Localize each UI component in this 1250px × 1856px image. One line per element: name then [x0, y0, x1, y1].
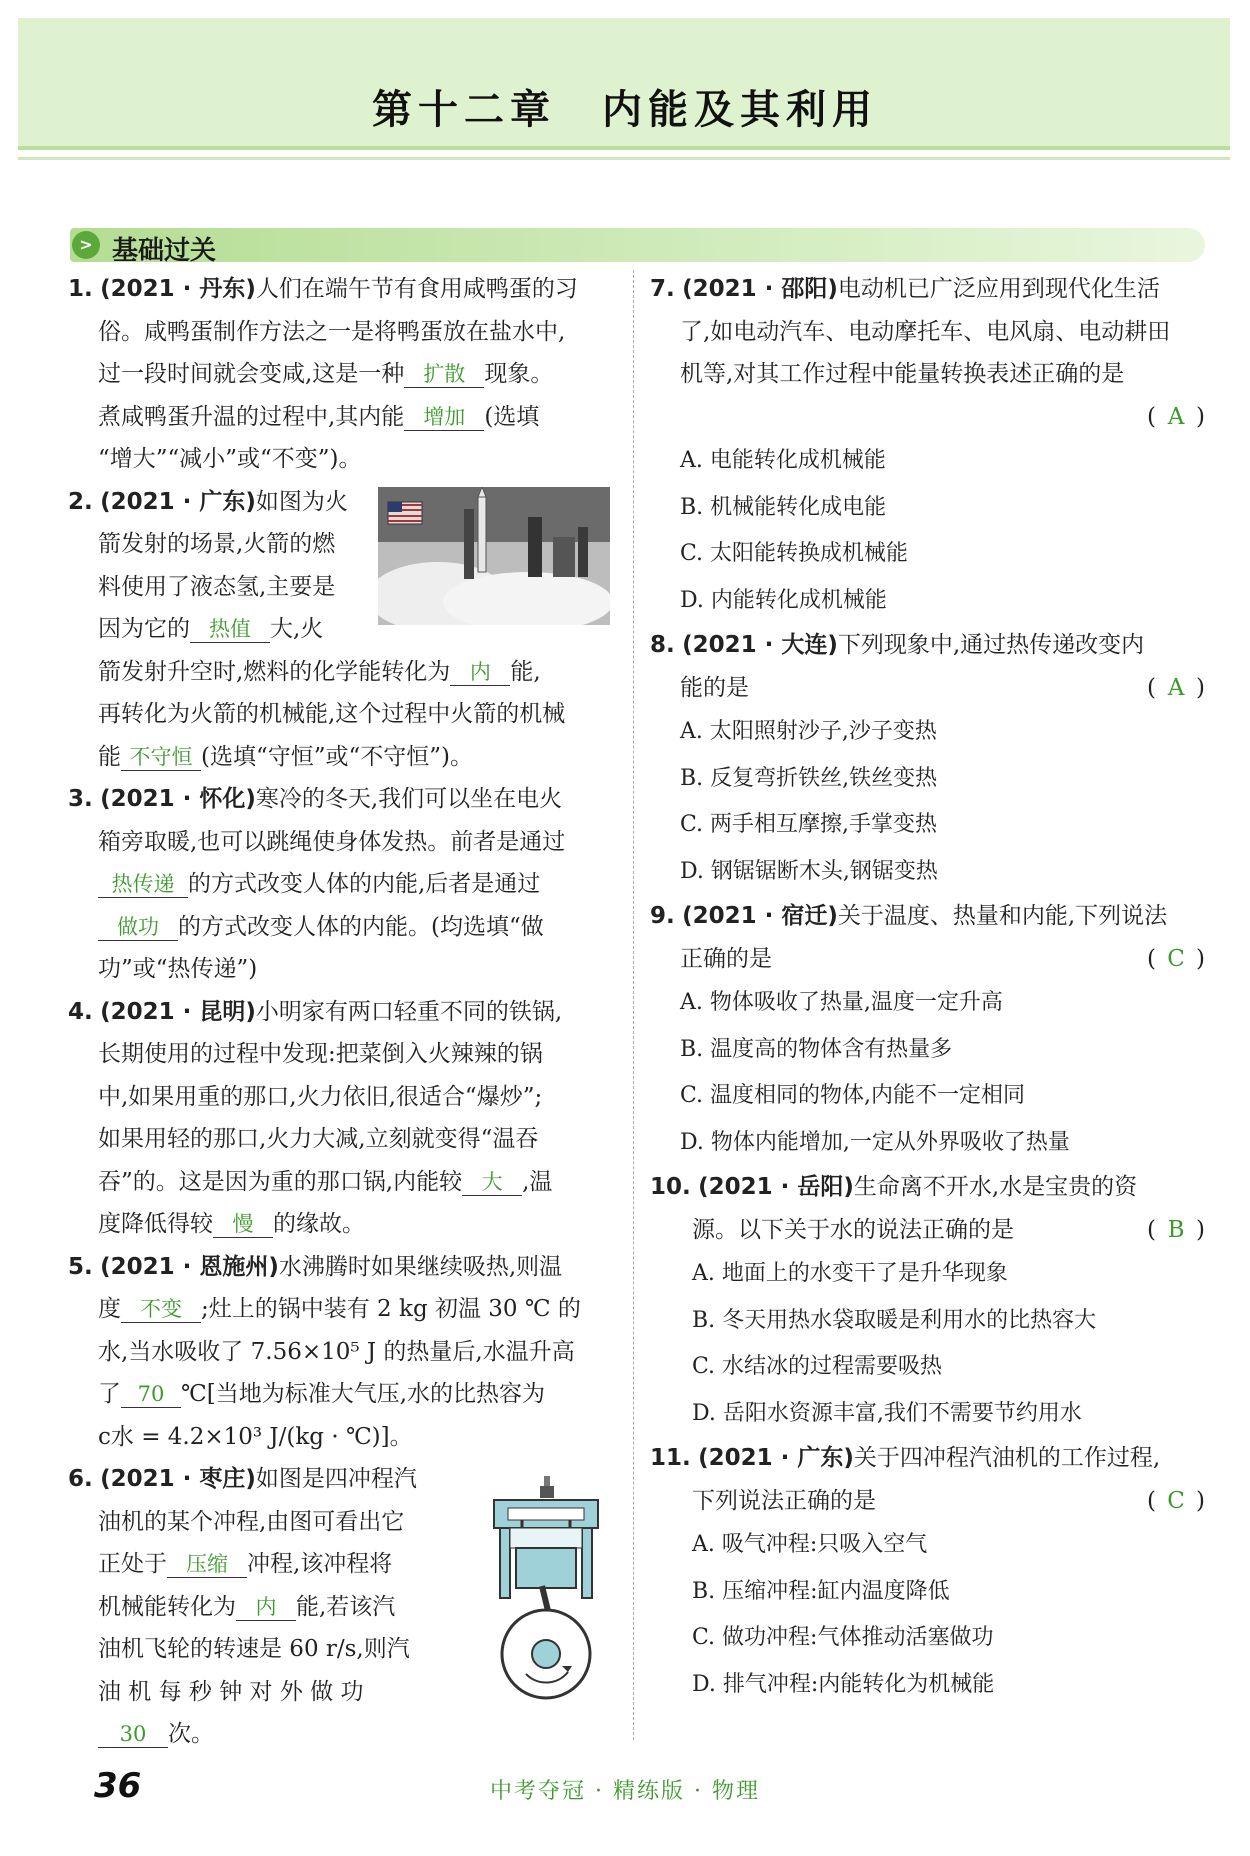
question-text: 正确的是: [680, 945, 772, 972]
question-text: 能,: [510, 658, 541, 685]
question-number: 6.: [68, 1466, 93, 1492]
question-text: 生命离不开水,水是宝贵的资: [853, 1174, 1138, 1200]
question-text: 正处于: [98, 1551, 167, 1577]
answer-blank: 做功: [98, 914, 178, 941]
question-text: 冲程,该冲程将: [247, 1551, 393, 1577]
question-10: [650, 1166, 1205, 1437]
option-a: A. 太阳照射沙子,沙子变热: [680, 719, 937, 744]
question-text: 机械能转化为: [98, 1593, 236, 1620]
option-d: D. 岳阳水资源丰富,我们不需要节约用水: [692, 1400, 1082, 1426]
option-d: D. 钢锯锯断木头,钢锯变热: [680, 858, 938, 884]
question-text: 度降低得较: [98, 1211, 213, 1237]
question-text: 下列现象中,通过热传递改变内: [837, 632, 1145, 658]
answer-bracket: [1147, 1209, 1205, 1252]
engine-cylinder-diagram: [486, 1474, 606, 1724]
question-text: 油机飞轮的转速是 60 r/s,则汽: [98, 1636, 410, 1662]
question-9: [650, 895, 1205, 1166]
question-text: 箭发射的场景,火箭的燃: [98, 531, 336, 557]
question-text: 关于四冲程汽油机的工作过程,: [853, 1445, 1161, 1471]
question-text: 度: [98, 1296, 121, 1322]
question-text: 机等,对其工作过程中能量转换表述正确的是: [680, 361, 1125, 387]
question-number: 3.: [68, 786, 93, 812]
question-text: 的方式改变人体的内能。(均选填“做: [178, 913, 544, 940]
question-text: (选填“守恒”或“不守恒”)。: [201, 743, 473, 770]
question-7: [650, 268, 1205, 624]
question-text: 源。以下关于水的说法正确的是: [692, 1216, 1014, 1243]
rocket-launch-illustration: [378, 487, 610, 625]
question-number: 7.: [650, 276, 675, 302]
question-text: 箱旁取暖,也可以跳绳使身体发热。前者是通过: [98, 828, 566, 855]
question-text: 如图为火: [255, 488, 348, 515]
option-a: A. 地面上的水变干了是升华现象: [692, 1261, 1008, 1286]
question-text: 次。: [168, 1721, 214, 1747]
question-11: [650, 1437, 1205, 1708]
answer-blank: 增加: [404, 404, 484, 431]
question-text: 水沸腾时如果继续吸热,则温: [278, 1253, 563, 1280]
option-c: C. 做功冲程:气体推动活塞做功: [692, 1625, 994, 1650]
question-number: 8.: [650, 632, 675, 658]
paren-open: (: [1147, 674, 1157, 701]
question-source: (2021 · 恩施州): [100, 1253, 279, 1280]
answer-blank: 慢: [213, 1211, 273, 1238]
answer-blank: 70: [121, 1381, 181, 1408]
paren-close: ): [1196, 1216, 1205, 1243]
question-number: 1.: [68, 276, 93, 302]
question-text: 油机的某个冲程,由图可看出它: [98, 1508, 405, 1535]
section-bar: [70, 228, 1205, 262]
paren-open: (: [1147, 945, 1157, 972]
question-text: 如果用轻的那口,火力大减,立刻就变得“温吞: [98, 1126, 539, 1152]
question-text: 功”或“热传递”): [98, 956, 258, 982]
question-text: 了: [98, 1381, 121, 1407]
question-number: 5.: [68, 1253, 93, 1280]
question-text: 了,如电动汽车、电动摩托车、电风扇、电动耕田: [680, 318, 1171, 345]
question-text: ;灶上的锅中装有 2 kg 初温 30 ℃ 的: [201, 1296, 581, 1322]
answer-choice: A: [1167, 403, 1185, 430]
rocket-launch-photo: [378, 487, 610, 625]
question-number: 4.: [68, 998, 93, 1025]
question-text: ℃[当地为标准大气压,水的比热容为: [181, 1381, 546, 1407]
question-source: (2021 · 岳阳): [698, 1174, 854, 1200]
question-4: [68, 991, 613, 1246]
option-c: C. 温度相同的物体,内能不一定相同: [680, 1083, 1026, 1108]
answer-blank: 内: [236, 1594, 296, 1621]
option-b: B. 压缩冲程:缸内温度降低: [692, 1578, 950, 1604]
question-text: 现象。: [484, 361, 554, 387]
question-source: (2021 · 丹东): [100, 276, 256, 302]
answer-bracket: [1147, 938, 1205, 981]
question-text: ,温: [522, 1168, 553, 1195]
question-text: 煮咸鸭蛋升温的过程中,其内能: [98, 403, 405, 430]
paren-close: ): [1196, 945, 1205, 972]
option-a: A. 物体吸收了热量,温度一定升高: [680, 990, 1003, 1015]
answer-blank: 热传递: [98, 871, 188, 898]
option-c: C. 水结冰的过程需要吸热: [692, 1354, 943, 1379]
book-title: 中考夺冠 · 精练版 · 物理: [490, 1779, 760, 1804]
chapter-title: 第十二章 内能及其利用: [372, 87, 878, 133]
option-b: B. 冬天用热水袋取暖是利用水的比热容大: [692, 1307, 1097, 1333]
question-text: 电动机已广泛应用到现代化生活: [837, 276, 1160, 302]
question-1: [68, 268, 613, 481]
option-d: D. 排气冲程:内能转化为机械能: [692, 1671, 995, 1697]
right-column: [650, 268, 1205, 1708]
question-source: (2021 · 宿迁): [682, 903, 838, 929]
option-c: C. 太阳能转换成机械能: [680, 541, 909, 566]
arrow-icon: >: [72, 231, 100, 259]
question-source: (2021 · 昆明): [100, 998, 256, 1025]
question-text: “增大”“减小”或“不变”)。: [98, 446, 362, 472]
question-text: 能,若该汽: [296, 1593, 396, 1620]
answer-blank: 不守恒: [121, 744, 201, 771]
answer-blank: 内: [450, 659, 510, 686]
question-text: 箭发射升空时,燃料的化学能转化为: [98, 658, 451, 685]
header-rule: [18, 157, 1230, 160]
answer-choice: A: [1167, 674, 1185, 701]
question-source: (2021 · 广东): [100, 488, 256, 515]
answer-bracket: [1147, 1480, 1205, 1523]
answer-blank: 热值: [190, 616, 270, 643]
question-text: 能的是: [680, 674, 749, 701]
page-number: 36: [94, 1766, 142, 1806]
option-b: B. 反复弯折铁丝,铁丝变热: [680, 765, 938, 791]
question-text: 的缘故。: [273, 1211, 365, 1237]
question-text: 寒冷的冬天,我们可以坐在电火: [255, 786, 563, 812]
paren-close: ): [1196, 1487, 1205, 1514]
paren-open: (: [1147, 1487, 1157, 1514]
question-text: 料使用了液态氢,主要是: [98, 573, 336, 600]
answer-choice: B: [1167, 1216, 1185, 1243]
question-3: [68, 778, 613, 991]
answer-blank: 不变: [121, 1296, 201, 1323]
question-source: (2021 · 怀化): [100, 786, 256, 812]
question-text: c水 = 4.2×10³ J/(kg · ℃)]。: [98, 1423, 413, 1450]
question-text: 能: [98, 743, 121, 770]
question-number: 11.: [650, 1445, 691, 1471]
answer-blank: 大: [462, 1169, 522, 1196]
paren-open: (: [1147, 403, 1157, 430]
question-text: 水,当水吸收了 7.56×10⁵ J 的热量后,水温升高: [98, 1338, 575, 1365]
question-source: (2021 · 邵阳): [682, 276, 838, 302]
option-b: B. 机械能转化成电能: [680, 494, 887, 520]
option-b: B. 温度高的物体含有热量多: [680, 1036, 953, 1062]
option-d: D. 物体内能增加,一定从外界吸收了热量: [680, 1129, 1070, 1155]
question-number: 10.: [650, 1174, 691, 1200]
question-text: 再转化为火箭的机械能,这个过程中火箭的机械: [98, 701, 566, 727]
option-a: A. 吸气冲程:只吸入空气: [692, 1532, 928, 1557]
question-text: 中,如果用重的那口,火力依旧,很适合“爆炒”;: [98, 1083, 543, 1110]
paren-open: (: [1147, 1216, 1157, 1243]
question-text: 小明家有两口轻重不同的铁锅,: [255, 998, 563, 1025]
answer-choice: C: [1167, 945, 1185, 972]
question-text: 因为它的: [98, 616, 190, 642]
answer-choice: C: [1167, 1487, 1185, 1514]
question-text: 如图是四冲程汽: [255, 1466, 417, 1492]
option-a: A. 电能转化成机械能: [680, 448, 886, 473]
question-text: 下列说法正确的是: [692, 1487, 876, 1514]
question-5: [68, 1246, 613, 1459]
question-source: (2021 · 大连): [682, 632, 838, 658]
question-8: [650, 624, 1205, 895]
paren-close: ): [1196, 403, 1205, 430]
column-divider: [633, 270, 634, 1740]
question-text: 油 机 每 秒 钟 对 外 做 功: [98, 1678, 364, 1705]
question-source: (2021 · 广东): [698, 1445, 854, 1471]
answer-blank: 30: [98, 1721, 168, 1748]
question-text: 吞”的。这是因为重的那口锅,内能较: [98, 1168, 463, 1195]
question-text: 人们在端午节有食用咸鸭蛋的习: [255, 276, 578, 302]
question-text: 大,火: [270, 616, 324, 642]
option-c: C. 两手相互摩擦,手掌变热: [680, 812, 938, 837]
question-number: 9.: [650, 903, 675, 929]
question-text: 过一段时间就会变咸,这是一种: [98, 361, 405, 387]
answer-blank: 扩散: [404, 361, 484, 388]
paren-close: ): [1196, 674, 1205, 701]
question-text: 长期使用的过程中发现:把菜倒入火辣辣的锅: [98, 1041, 543, 1067]
section-title: 基础过关: [112, 236, 217, 266]
option-d: D. 内能转化成机械能: [680, 587, 887, 613]
question-text: (选填: [484, 403, 540, 430]
answer-bracket: [1147, 396, 1205, 439]
question-text: 俗。咸鸭蛋制作方法之一是将鸭蛋放在盐水中,: [98, 318, 566, 345]
question-source: (2021 · 枣庄): [100, 1466, 256, 1492]
answer-blank: 压缩: [167, 1551, 247, 1578]
question-number: 2.: [68, 488, 93, 515]
question-text: 关于温度、热量和内能,下列说法: [837, 903, 1168, 929]
question-text: 的方式改变人体的内能,后者是通过: [188, 871, 541, 897]
answer-bracket: [1147, 667, 1205, 710]
